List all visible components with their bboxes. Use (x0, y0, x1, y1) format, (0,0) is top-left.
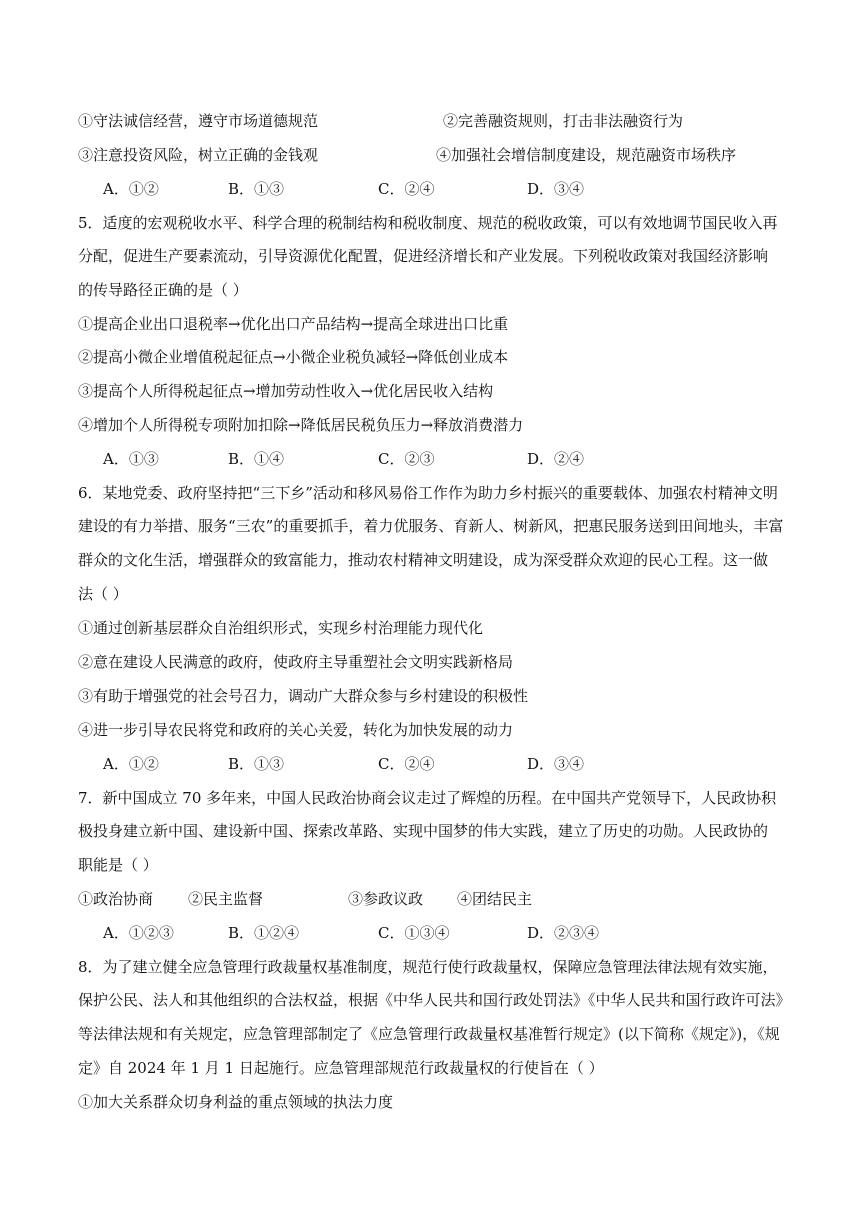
q5-choice-c[interactable]: C．②③ (378, 450, 435, 468)
q4-choice-d[interactable]: D．③④ (527, 180, 585, 198)
q8-stem-line-1: 8．为了建立健全应急管理行政裁量权基准制度，规范行使行政裁量权，保障应急管理法律法规有效实施， (78, 958, 778, 976)
q5-option-3: ③提高个人所得税起征点→增加劳动性收入→优化居民收入结构 (78, 382, 494, 400)
q4-option-1: ①守法诚信经营，遵守市场道德规范 (78, 112, 319, 130)
q7-option-2: ②民主监督 (188, 890, 264, 908)
q6-choice-c[interactable]: C．②④ (378, 755, 435, 773)
q7-choice-b[interactable]: B．①②④ (228, 924, 300, 942)
q8-option-1: ①加大关系群众切身利益的重点领域的执法力度 (78, 1093, 394, 1111)
q6-stem-line-1: 6．某地党委、政府坚持把“三下乡”活动和移风易俗工作作为助力乡村振兴的重要载体、加强农村精神文明 (78, 484, 778, 502)
q5-stem-line-1: 5．适度的宏观税收水平、科学合理的税制结构和税收制度、规范的税收政策，可以有效地调节国民收入再 (78, 214, 778, 232)
q4-choice-b[interactable]: B．①③ (228, 180, 285, 198)
q7-choice-c[interactable]: C．①③④ (378, 924, 450, 942)
q6-option-3: ③有助于增强党的社会号召力，调动广大群众参与乡村建设的积极性 (78, 687, 529, 705)
q4-option-4: ④加强社会增信制度建设，规范融资市场秩序 (436, 146, 737, 164)
q7-option-3: ③参政议政 (348, 890, 424, 908)
q5-option-4: ④增加个人所得税专项附加扣除→降低居民税负压力→释放消费潜力 (78, 416, 524, 434)
q6-option-1: ①通过创新基层群众自治组织形式，实现乡村治理能力现代化 (78, 619, 484, 637)
q7-choice-a[interactable]: A．①②③ (103, 924, 174, 942)
q7-option-1: ①政治协商 (78, 890, 154, 908)
q6-stem-line-3: 群众的文化生活，增强群众的致富能力，推动农村精神文明建设，成为深受群众欢迎的民心工程。这一做 (78, 551, 769, 569)
q7-stem-line-3: 职能是（ ） (78, 856, 158, 874)
q5-option-2: ②提高小微企业增值税起征点→小微企业税负减轻→降低创业成本 (78, 348, 509, 366)
q7-stem-line-2: 极投身建立新中国、建设新中国、探索改革路、实现中国梦的伟大实践，建立了历史的功勋。人民政协的 (78, 822, 769, 840)
q6-stem-line-4: 法（ ） (78, 585, 128, 603)
q6-option-2: ②意在建设人民满意的政府，使政府主导重塑社会文明实践新格局 (78, 653, 514, 671)
q5-stem-line-3: 的传导路径正确的是（ ） (78, 281, 248, 299)
q7-choice-d[interactable]: D．②③④ (527, 924, 600, 942)
q7-option-4: ④团结民主 (457, 890, 533, 908)
q4-option-3: ③注意投资风险，树立正确的金钱观 (78, 146, 319, 164)
q7-stem-line-1: 7．新中国成立 70 多年来，中国人民政治协商会议走过了辉煌的历程。在中国共产党领导下，人民政协积 (78, 789, 777, 807)
q6-stem-line-2: 建设的有力举措、服务“三农”的重要抓手，着力优服务、育新人、树新风，把惠民服务送到田间地头，丰富 (78, 517, 784, 535)
q5-stem-line-2: 分配，促进生产要素流动，引导资源优化配置，促进经济增长和产业发展。下列税收政策对我国经济影响 (78, 247, 769, 265)
q6-choice-a[interactable]: A．①② (103, 755, 159, 773)
q8-stem-line-3: 等法律法规和有关规定，应急管理部制定了《应急管理行政裁量权基准暂行规定》(以下简称《规定》)，《规 (78, 1025, 780, 1043)
q4-option-2: ②完善融资规则，打击非法融资行为 (443, 112, 684, 130)
q8-stem-line-4: 定》自 2024 年 1 月 1 日起施行。应急管理部规范行政裁量权的行使旨在（ ） (78, 1059, 604, 1077)
q6-choice-d[interactable]: D．③④ (527, 755, 585, 773)
q5-choice-b[interactable]: B．①④ (228, 450, 285, 468)
q6-choice-b[interactable]: B．①③ (228, 755, 285, 773)
q4-choice-c[interactable]: C．②④ (378, 180, 435, 198)
q5-choice-d[interactable]: D．②④ (527, 450, 585, 468)
q4-choice-a[interactable]: A．①② (103, 180, 159, 198)
q5-option-1: ①提高企业出口退税率→优化出口产品结构→提高全球进出口比重 (78, 315, 509, 333)
q6-option-4: ④进一步引导农民将党和政府的关心关爱，转化为加快发展的动力 (78, 721, 514, 739)
q5-choice-a[interactable]: A．①③ (103, 450, 159, 468)
q8-stem-line-2: 保护公民、法人和其他组织的合法权益，根据《中华人民共和国行政处罚法》《中华人民共和国行政许可法》 (78, 991, 791, 1009)
